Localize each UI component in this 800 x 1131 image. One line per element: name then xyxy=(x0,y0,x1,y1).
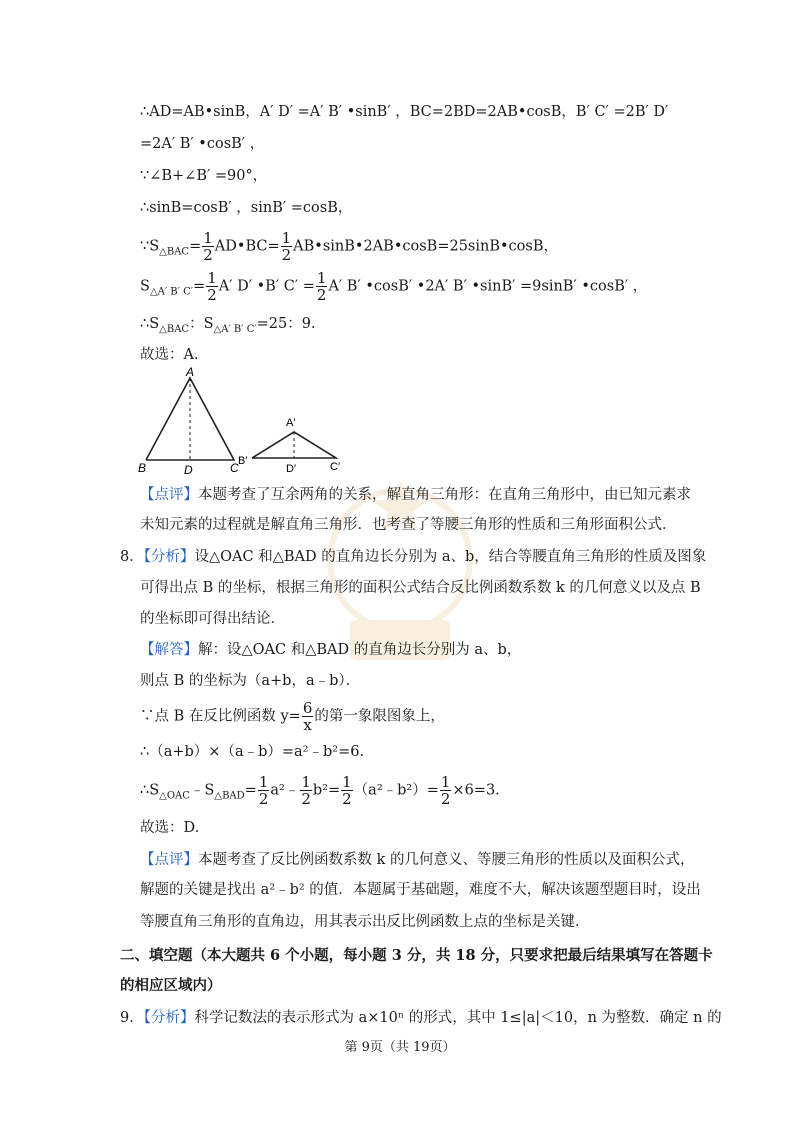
label-B-prime: B′ xyxy=(238,455,248,467)
fraction-half: $\frac{1}{2}$ xyxy=(207,269,217,304)
label-D: D xyxy=(184,463,193,476)
fraction-half: $\frac{1}{2}$ xyxy=(281,229,292,264)
fraction-half: $\frac{1}{2}$ xyxy=(342,773,352,808)
line-2: =2A′ B′ •cosB′ ， xyxy=(140,136,265,152)
fraction-half: $\frac{1}{2}$ xyxy=(316,269,327,304)
label-B: B xyxy=(138,461,147,475)
answer-line-5: $\therefore S_{\triangle OAC}﹣S_{\triangle BAD}=$ $\frac{1}{2}$ a²﹣ $\frac{1}{2}$ b²= $\frac{1}{2}$ （a²﹣b²）= $\frac{1}{2}$ ×6=3. xyxy=(140,773,500,808)
section-heading-1: 二、填空题（本大题共 6 个小题，每小题 3 分，共 18 分，只要求把最后结果填写在答题卡 xyxy=(120,947,713,964)
comment2-line-3: 等腰直角三角形的直角边，用其表示出反比例函数上点的坐标是关键． xyxy=(140,914,590,930)
answer-line-4: ∴（a+b）×（a﹣b）=a²﹣b²=6. xyxy=(140,744,365,760)
comment2-line-1: 【点评】本题考查了反比例函数系数 k 的几何意义、等腰三角形的性质以及面积公式， xyxy=(140,852,695,868)
label-C: C xyxy=(230,461,239,475)
q8-analysis-3: 的坐标即可得出结论． xyxy=(140,611,285,627)
fraction-half: $\frac{1}{2}$ xyxy=(258,773,269,808)
line-3: ∵∠B+∠B′ =90°， xyxy=(140,168,268,184)
q9-analysis: 9．【分析】科学记数法的表示形式为 a×10ⁿ 的形式，其中 1≤|a|＜10，n 为整数．确定 n 的 xyxy=(120,1010,722,1026)
line-1: ∴AD=AB•sinB，A′ D′ =A′ B′ •sinB′ ，BC=2BD=2AB•cosB，B′ C′ =2B′ D′ xyxy=(140,104,669,120)
answer-line-2: 则点 B 的坐标为（a+b，a﹣b）． xyxy=(140,673,361,689)
comment-line-2: 未知元素的过程就是解直角三角形．也考查了等腰三角形的性质和三角形面积公式． xyxy=(140,517,677,533)
comment2-line-2: 解题的关键是找出 a²﹣b² 的值．本题属于基础题，难度不大，解决该题型题目时，设出 xyxy=(140,882,701,898)
answer-line-3: ∵点 B 在反比例函数 y= $\frac{6}{x}$ 的第一象限图象上， xyxy=(140,699,445,734)
label-D-prime: D′ xyxy=(286,463,297,475)
fraction-half: $\frac{1}{2}$ xyxy=(440,773,451,808)
fraction-half: $\frac{1}{2}$ xyxy=(301,773,311,808)
label-C-prime: C′ xyxy=(330,461,341,473)
label-A: A xyxy=(186,365,195,379)
comment-line-1: 【点评】本题考查了互余两角的关系，解直角三角形：在直角三角形中，由已知元素求 xyxy=(140,487,691,503)
section-heading-2: 的相应区域内） xyxy=(120,977,222,994)
answer-choice: 故选：D. xyxy=(140,820,200,836)
page-footer: 第 9页（共 19页） xyxy=(344,1040,456,1055)
choice-line: 故选：A. xyxy=(140,347,199,363)
q8-analysis-2: 可得出点 B 的坐标，根据三角形的面积公式结合反比例函数系数 k 的几何意义以及点 B xyxy=(140,580,701,596)
triangle-figure xyxy=(130,364,360,476)
line-6: $S_{\triangle A' B' C'}=$ $\frac{1}{2}$ A′ D′ •B′ C′ = $\frac{1}{2}$ A′ B′ •cosB′ •2A′ B′ •sinB′ =9sinB′ •cosB′ ， xyxy=(140,269,648,304)
fraction-half: $\frac{1}{2}$ xyxy=(203,229,213,264)
q8-analysis-1: 8．【分析】设△OAC 和△BAD 的直角边长分别为 a、b，结合等腰直角三角形的性质及图象 xyxy=(120,549,707,565)
fraction-6-x: $\frac{6}{x}$ xyxy=(302,699,313,734)
label-A-prime: A′ xyxy=(286,417,296,429)
answer-line-1: 【解答】解：设△OAC 和△BAD 的直角边长分别为 a、b， xyxy=(140,642,522,658)
line-4: ∴sinB=cosB′ ，sinB′ =cosB， xyxy=(140,200,353,216)
line-7: $\therefore S_{\triangle BAC}$：$S_{\triangle A' B' C'}=25$：9. xyxy=(140,316,316,335)
line-5: $\because S_{\triangle BAC}=$ $\frac{1}{2}$ AD•BC= $\frac{1}{2}$ AB•sinB•2AB•cosB=25sinB•cosB， xyxy=(140,229,559,264)
